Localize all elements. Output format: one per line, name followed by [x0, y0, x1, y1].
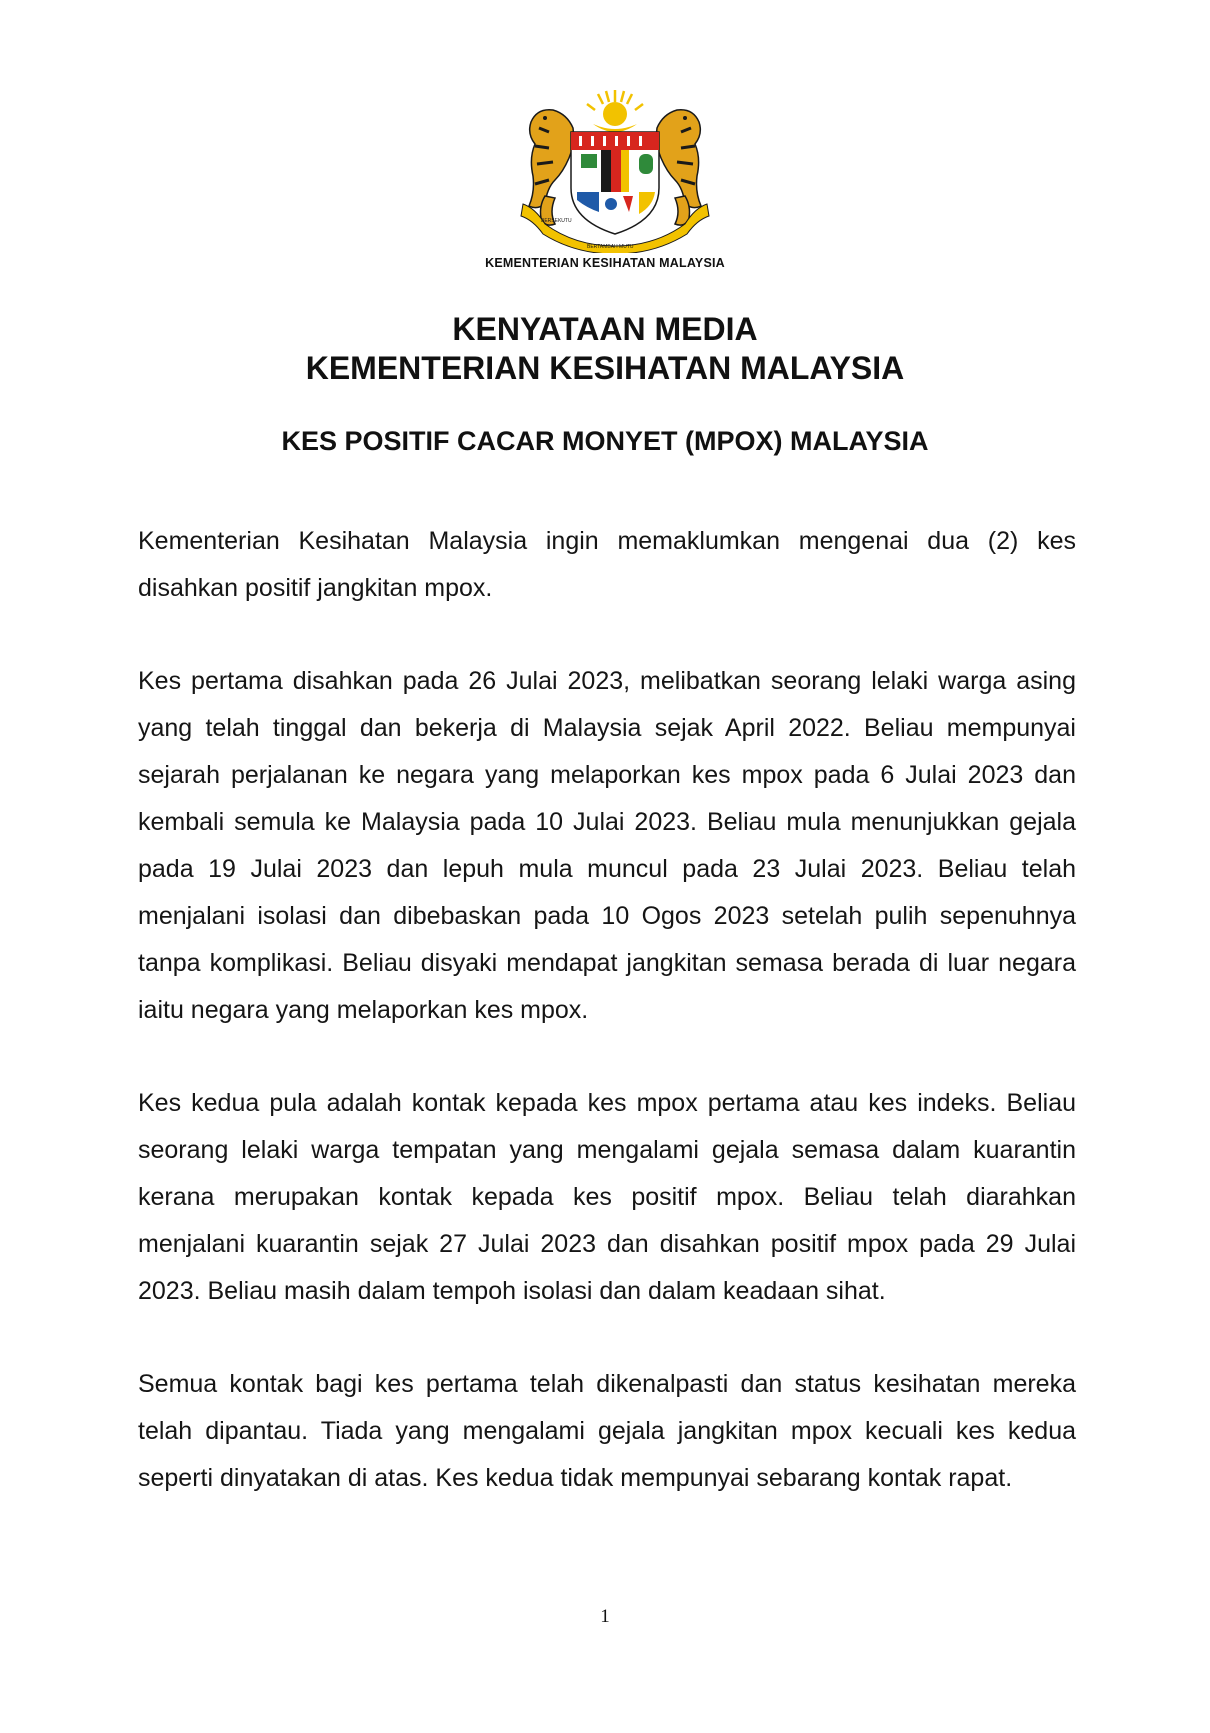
svg-text:BERSEKUTU: BERSEKUTU [541, 218, 572, 224]
page-number: 1 [600, 1606, 610, 1627]
malaysia-coat-of-arms-icon [515, 88, 715, 253]
paragraph-second-case: Kes kedua pula adalah kontak kepada kes mpox pertama atau kes indeks. Beliau seorang lelaki warga tempatan yang mengalami gejala semasa dalam kuarantin kerana merupakan kontak kepada kes positif mpox. Beliau telah diarahkan menjalani kuarantin sejak 27 Julai 2023 dan disahkan positif mpox pada 29 Julai 2023. Beliau masih dalam tempoh isolasi dan dalam keadaan sihat. [138, 1089, 1076, 1305]
shield-icon [571, 132, 659, 234]
page-title-line-2: KEMENTERIAN KESIHATAN MALAYSIA [305, 350, 905, 386]
crest-sun-icon [587, 90, 643, 132]
right-tiger-icon [657, 110, 702, 225]
ministry-caption: KEMENTERIAN KESIHATAN MALAYSIA [485, 256, 725, 270]
svg-text:BERTAMBAH MUTU: BERTAMBAH MUTU [587, 244, 634, 250]
paragraph-first-case: Kes pertama disahkan pada 26 Julai 2023, melibatkan seorang lelaki warga asing yang telah tinggal dan bekerja di Malaysia sejak April 2022. Beliau mempunyai sejarah perjalanan ke negara yang melaporkan kes mpox pada 6 Julai 2023 dan kembali semula ke Malaysia pada 10 Julai 2023. Beliau mula menunjukkan gejala pada 19 Julai 2023 dan lepuh mula muncul pada 23 Julai 2023. Beliau telah menjalani isolasi dan dibebaskan pada 10 Ogos 2023 setelah pulih sepenuhnya tanpa komplikasi. Beliau disyaki mendapat jangkitan semasa berada di luar negara iaitu negara yang melaporkan kes mpox. [138, 667, 1076, 1024]
document-body [138, 518, 1076, 1548]
paragraph-contacts: Semua kontak bagi kes pertama telah dikenalpasti dan status kesihatan mereka telah dipantau. Tiada yang mengalami gejala jangkitan mpox kecuali kes kedua seperti dinyatakan di atas. Kes kedua tidak mempunyai sebarang kontak rapat. [138, 1370, 1076, 1492]
paragraph-intro: Kementerian Kesihatan Malaysia ingin memaklumkan mengenai dua (2) kes disahkan positif jangkitan mpox. [138, 527, 1076, 602]
document-subtitle: KES POSITIF CACAR MONYET (MPOX) MALAYSIA [281, 426, 929, 456]
page-title-line-1: KENYATAAN MEDIA [452, 311, 758, 347]
left-tiger-icon [529, 110, 574, 225]
